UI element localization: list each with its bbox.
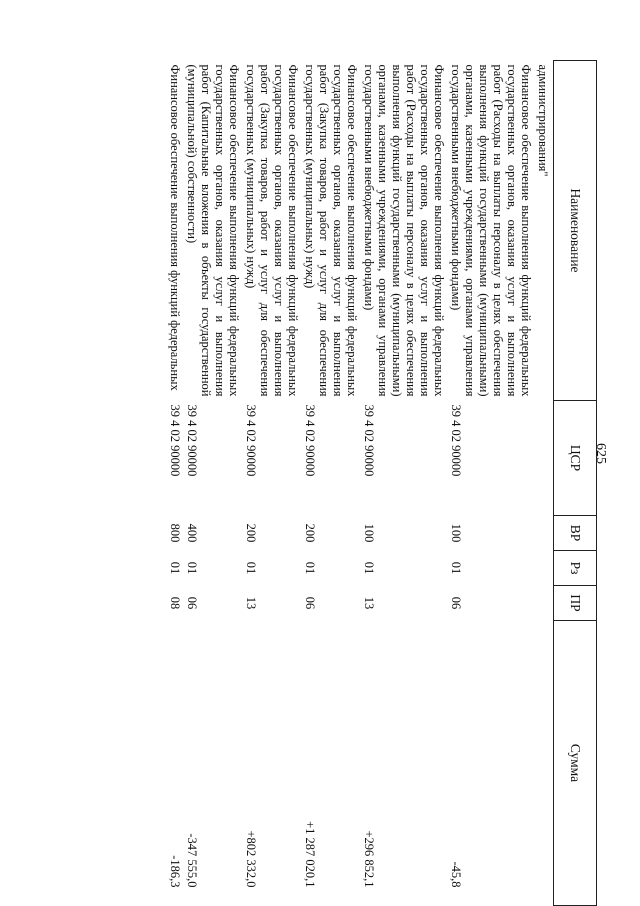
table-row [166,61,183,906]
row-name: Финансовое обеспечение выполнения функций федеральных государственных органов, оказания услуг и выполнения работ (Капитальные вложения в объекты государственной (муниципальной) собственности) [185,64,241,397]
row-pr: 06 [449,596,463,610]
budget-table-sheet [52,60,597,905]
row-sum: +1 287 020,1 [303,821,317,888]
header-name: Наименование [554,61,597,401]
row-sum: +296 852,1 [362,830,376,888]
row-name: администрирования" [536,64,550,177]
row-name: Финансовое обеспечение выполнения функций федеральных [168,64,182,391]
row-pr: 06 [303,596,317,610]
table-header-row [554,61,597,906]
header-sum: Сумма [554,621,597,906]
row-rz: 01 [244,561,258,575]
row-csr: 39 4 02 90000 [449,404,463,477]
row-name: Финансовое обеспечение выполнения функций федеральных государственных органов, оказания услуг и выполнения работ (Расходы на выплаты персоналу в целях обеспечения выполнения функций государственными (муниципальными) органами, казенными учреждениями, органами управления государственными внебюджетными фондами) [362,64,446,397]
row-pr: 13 [362,596,376,610]
table-row [242,61,301,906]
row-pr: 08 [168,596,182,610]
page-number: 625 [593,443,608,464]
budget-table [166,60,597,906]
row-csr: 39 4 02 90000 [303,404,317,477]
row-csr: 39 4 02 90000 [168,404,182,477]
row-vr [534,516,554,551]
header-rz: Рз [554,551,597,586]
header-pr: ПР [554,586,597,621]
row-sum [534,621,554,906]
row-csr: 39 4 02 90000 [362,404,376,477]
row-vr: 100 [362,523,376,543]
row-vr: 800 [168,523,182,543]
row-rz [534,551,554,586]
row-rz: 01 [449,561,463,575]
header-vr: ВР [554,516,597,551]
row-csr [534,401,554,516]
row-sum: -347 555,0 [185,833,199,888]
row-name: Финансовое обеспечение выполнения функций федеральных государственных органов, оказания услуг и выполнения работ (Закупка товаров, работ и услуг для обеспечения государственных (муниципальных) нужд) [244,64,300,397]
table-row [534,61,554,906]
row-rz: 01 [303,561,317,575]
row-sum: +802 332,0 [244,830,258,888]
table-row [360,61,447,906]
table-row [301,61,360,906]
row-vr: 400 [185,523,199,543]
row-pr: 13 [244,596,258,610]
row-csr: 39 4 02 90000 [185,404,199,477]
row-sum: -45,8 [449,861,463,888]
row-pr [534,586,554,621]
row-rz: 01 [362,561,376,575]
row-rz: 01 [168,561,182,575]
row-name: Финансовое обеспечение выполнения функций федеральных государственных органов, оказания услуг и выполнения работ (Расходы на выплаты персоналу в целях обеспечения выполнения функций государственными (муниципальными) органами, казенными учреждениями, органами управления государственными внебюджетными фондами) [449,64,533,397]
row-vr: 200 [303,523,317,543]
table-row [447,61,534,906]
header-csr: ЦСР [554,401,597,516]
row-vr: 100 [449,523,463,543]
row-sum: -186,3 [168,855,182,888]
row-pr: 06 [185,596,199,610]
row-vr: 200 [244,523,258,543]
row-csr: 39 4 02 90000 [244,404,258,477]
row-rz: 01 [185,561,199,575]
table-row [183,61,242,906]
row-name: Финансовое обеспечение выполнения функций федеральных государственных органов, оказания услуг и выполнения работ (Закупка товаров, работ и услуг для обеспечения государственных (муниципальных) нужд) [303,64,359,397]
